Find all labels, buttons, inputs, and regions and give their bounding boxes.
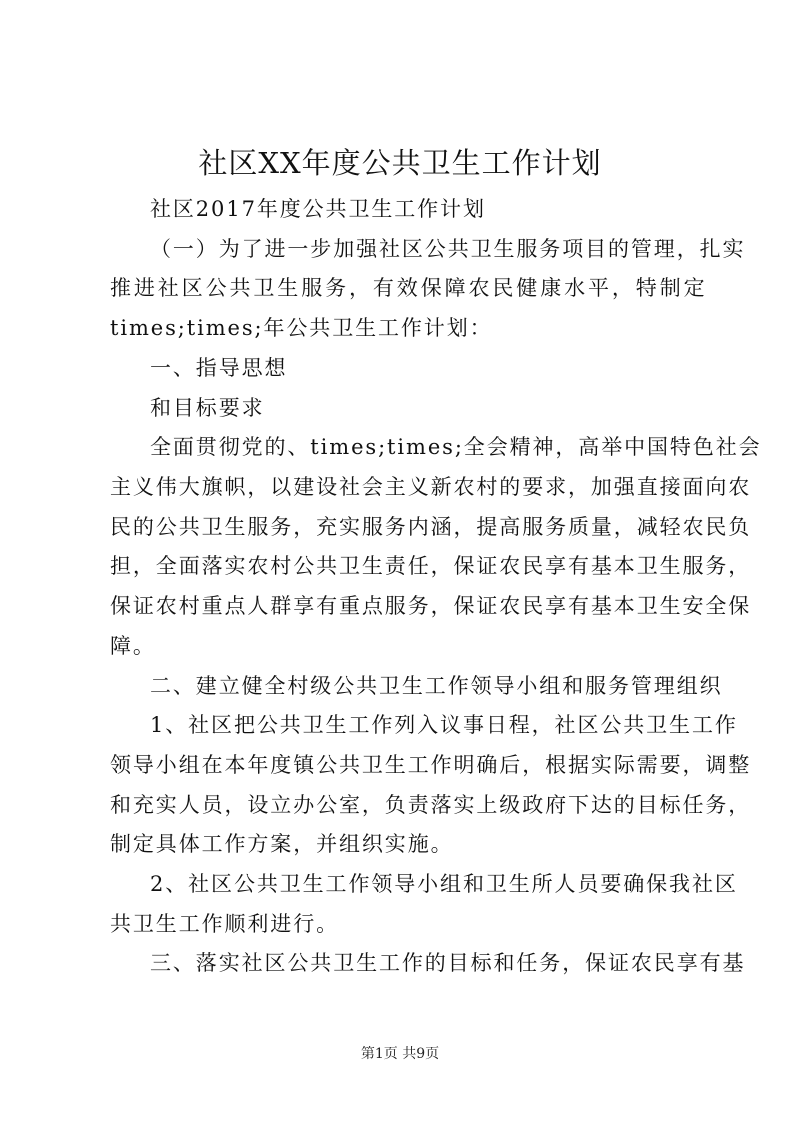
section-heading: 和目标要求 [150,396,265,420]
paragraph-line: 2、社区公共卫生工作领导小组和卫生所人员要确保我社区 [150,872,738,896]
section-heading: 二、建立健全村级公共卫生工作领导小组和服务管理组织 [150,674,723,698]
paragraph-line: 担，全面落实农村公共卫生责任，保证农民享有基本卫生服务， [110,554,752,578]
paragraph-line: 领导小组在本年度镇公共卫生工作明确后，根据实际需要，调整 [110,753,752,777]
paragraph-line: 民的公共卫生服务，充实服务内涵，提高服务质量，减轻农民负 [110,515,752,539]
subtitle-line: 社区2017年度公共卫生工作计划 [150,197,486,221]
paragraph-line: （一）为了进一步加强社区公共卫生服务项目的管理，扎实 [150,237,746,261]
section-heading: 一、指导思想 [150,356,288,380]
paragraph-line: 和充实人员，设立办公室，负责落实上级政府下达的目标任务， [110,793,752,817]
paragraph-line: 保证农村重点人群享有重点服务，保证农民享有基本卫生安全保 [110,594,752,618]
paragraph-line: 制定具体工作方案，并组织实施。 [110,832,454,856]
paragraph-line: 1、社区把公共卫生工作列入议事日程，社区公共卫生工作 [150,713,738,737]
section-heading: 三、落实社区公共卫生工作的目标和任务，保证农民享有基 [150,951,746,975]
paragraph-line: 障。 [110,634,156,658]
page-number-footer: 第1页 共9页 [360,1046,440,1062]
paragraph-line: 主义伟大旗帜，以建设社会主义新农村的要求，加强直接面向农 [110,475,752,499]
paragraph-line: times;times;年公共卫生工作计划： [110,316,493,340]
document-title: 社区XX年度公共卫生工作计划 [198,146,602,180]
paragraph-line: 全面贯彻党的、times;times;全会精神，高举中国特色社会 [150,435,762,459]
paragraph-line: 共卫生工作顺利进行。 [110,912,339,936]
paragraph-line: 推进社区公共卫生服务，有效保障农民健康水平，特制定 [110,276,708,300]
